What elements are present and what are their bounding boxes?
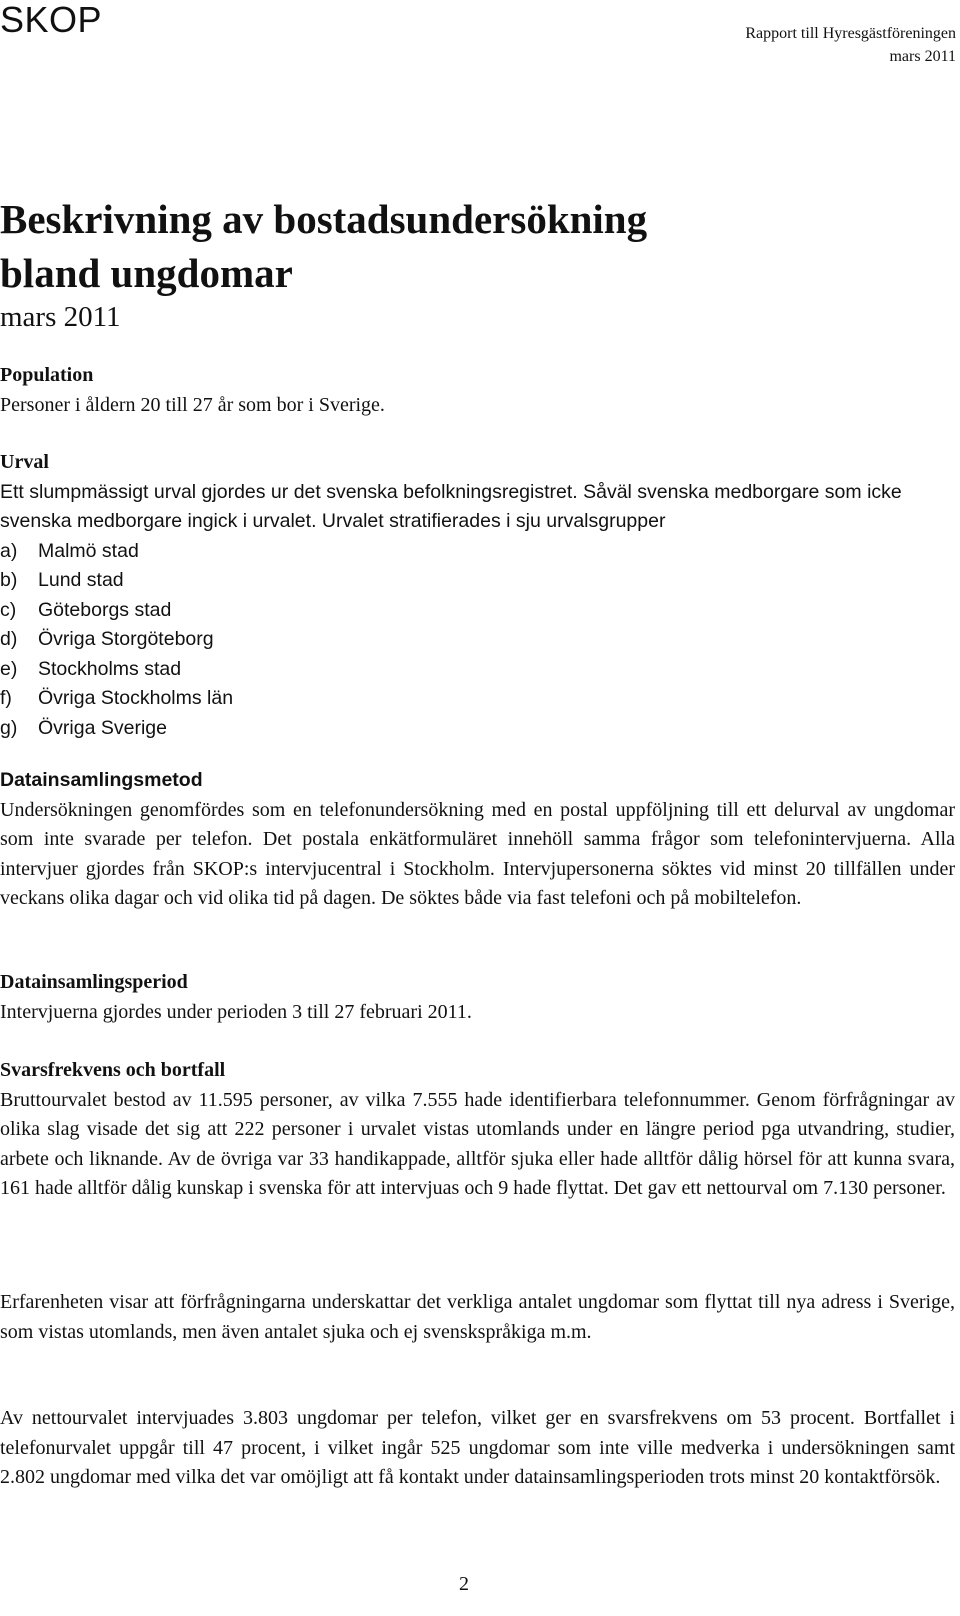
svarsfrekvens-paragraph-2-block [0, 1288, 955, 1347]
skop-logo: SKOP [0, 0, 103, 40]
list-item [0, 684, 930, 714]
datainsamlingsmetod-text: Undersökningen genomfördes som en telefonundersökning med en postal uppföljning till ett delurval av ungdomar som inte svarade per telefon. Det postala enkätformuläret innehöll samma frågor som telefonintervjuerna. Alla intervjuer gjordes från SKOP:s intervjucentral i Stockholm. Intervjupersonerna söktes vid minst 20 tillfällen under veckans olika dagar och vid olika tid på dagen. De söktes både via fast telefoni och på mobiltelefon. [0, 798, 955, 909]
datainsamlingsmetod-heading: Datainsamlingsmetod [0, 769, 203, 791]
list-item-label: Lund stad [38, 569, 124, 591]
list-item [0, 566, 930, 596]
list-marker: d) [0, 628, 18, 650]
list-marker: g) [0, 716, 18, 739]
list-item-label: Övriga Sverige [38, 716, 167, 739]
title-line-1: Beskrivning av bostadsundersökning [0, 196, 648, 242]
svarsfrekvens-paragraph-3-block [0, 1404, 955, 1493]
svarsfrekvens-paragraph-3: Av nettourvalet intervjuades 3.803 ungdomar per telefon, vilket ger en svarsfrekvens om 53 procent. Bortfallet i telefonurvalet uppgår till 47 procent, i vilket ingår 525 ungdomar som inte ville medverka i undersökningen samt 2.802 ungdomar med vilka det var omöjligt att få kontakt under datainsamlingsperioden trots minst 20 kontaktförsök. [0, 1407, 955, 1488]
list-item-label: Göteborgs stad [38, 598, 172, 621]
report-date: mars 2011 [889, 48, 956, 65]
list-item-label: Stockholms stad [38, 657, 182, 680]
list-item [0, 714, 930, 744]
report-recipient: Rapport till Hyresgästföreningen [745, 25, 956, 42]
urval-text: Ett slumpmässigt urval gjordes ur det svenska befolkningsregistret. Såväl svenska medborgare som icke svenska medborgare ingick i urvalet. Urvalet stratifierades i sju urvalsgrupper [0, 480, 902, 532]
list-item [0, 655, 930, 685]
list-marker: b) [0, 569, 18, 591]
list-marker: c) [0, 598, 17, 621]
svarsfrekvens-section [0, 1056, 955, 1204]
svarsfrekvens-paragraph-2: Erfarenheten visar att förfrågningarna underskattar det verkliga antalet ungdomar som flyttat till nya adress i Sverige, som vistas utomlands, men även antalet sjuka och ej svenskspråkiga m.m. [0, 1291, 955, 1343]
population-section [0, 361, 955, 420]
document-date: mars 2011 [0, 301, 121, 333]
svarsfrekvens-heading: Svarsfrekvens och bortfall [0, 1059, 226, 1081]
svarsfrekvens-paragraph-1: Bruttourvalet bestod av 11.595 personer, av vilka 7.555 hade identifierbara telefonnummer. Genom förfrågningar av olika slag visade det sig att 222 personer i urvalet vistas utomlands under en längre period pga utvandring, studier, arbete och liknande. Av de övriga var 33 handikappade, alltför sjuka eller hade alltför dålig hörsel för att kunna svara, 161 hade alltför dålig kunskap i svenska för att intervjuas och 9 hade flyttat. Det gav ett nettourval om 7.130 personer. [0, 1088, 955, 1199]
datainsamlingsperiod-text: Intervjuerna gjordes under perioden 3 till 27 februari 2011. [0, 1000, 472, 1023]
datainsamlingsperiod-section [0, 968, 955, 1027]
list-marker: f) [0, 687, 12, 709]
page-number: 2 [459, 1573, 469, 1595]
datainsamlingsperiod-heading: Datainsamlingsperiod [0, 971, 188, 993]
list-item-label: Övriga Stockholms län [38, 687, 234, 709]
urval-heading: Urval [0, 451, 49, 473]
list-marker: e) [0, 657, 18, 680]
datainsamlingsmetod-section [0, 766, 955, 914]
document-title [0, 192, 760, 300]
report-header [745, 22, 956, 68]
title-line-2: bland ungdomar [0, 250, 293, 296]
list-item [0, 625, 930, 655]
list-item [0, 596, 930, 626]
population-text: Personer i åldern 20 till 27 år som bor i Sverige. [0, 393, 385, 416]
urval-section [0, 448, 930, 743]
urval-group-list [0, 537, 930, 744]
list-marker: a) [0, 539, 18, 562]
list-item-label: Malmö stad [38, 539, 139, 562]
list-item [0, 537, 930, 567]
population-heading: Population [0, 364, 94, 386]
list-item-label: Övriga Storgöteborg [38, 628, 214, 650]
